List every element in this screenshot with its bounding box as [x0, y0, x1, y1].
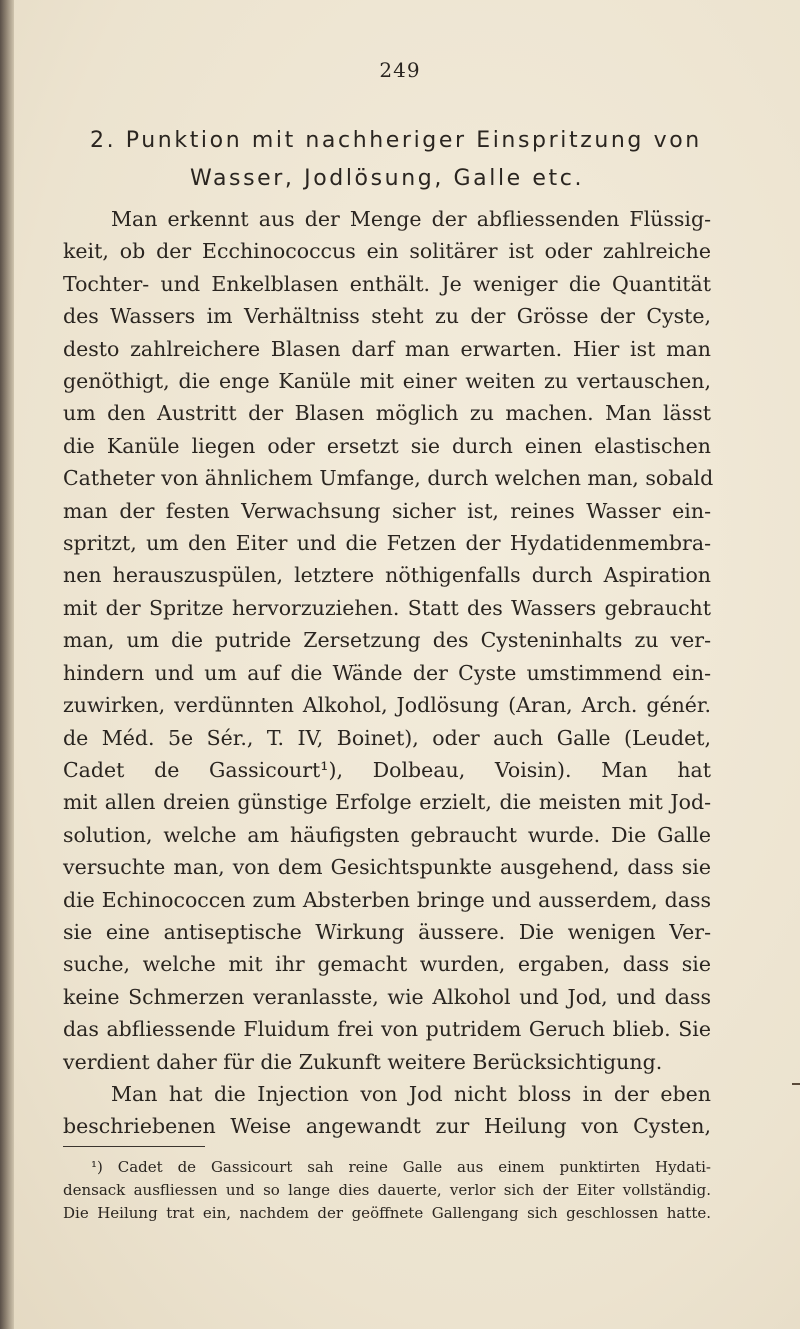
body-line: spritzt, um den Eiter und die Fetzen der Hydatidenmembra-	[63, 531, 711, 556]
body-line: die Kanüle liegen oder ersetzt sie durch einen elastischen	[63, 433, 711, 458]
footnote-line: densack ausfliessen und so lange dies dauerte, verlor sich der Eiter vollständig.	[63, 1181, 711, 1199]
body-line: beschriebenen Weise angewandt zur Heilung von Cysten,	[63, 1114, 711, 1139]
section-heading-line-1: 2. Punktion mit nachheriger Einspritzung von	[90, 128, 702, 153]
body-line: um den Austritt der Blasen möglich zu machen. Man lässt	[63, 401, 711, 426]
body-line: suche, welche mit ihr gemacht wurden, ergaben, dass sie	[63, 952, 711, 977]
body-line: sie eine antiseptische Wirkung äussere. Die wenigen Ver-	[63, 919, 711, 944]
body-line: zuwirken, verdünnten Alkohol, Jodlösung (Aran, Arch. génér.	[63, 693, 711, 718]
body-line: keine Schmerzen veranlasste, wie Alkohol und Jod, und dass	[63, 984, 711, 1009]
body-line: nen herauszuspülen, letztere nöthigenfalls durch Aspiration	[63, 563, 711, 588]
body-line: genöthigt, die enge Kanüle mit einer weiten zu vertauschen,	[63, 369, 711, 394]
body-line: das abfliessende Fluidum frei von putridem Geruch blieb. Sie	[63, 1017, 711, 1042]
body-line: man der festen Verwachsung sicher ist, reines Wasser ein-	[63, 498, 711, 523]
body-line: Catheter von ähnlichem Umfange, durch welchen man, sobald	[63, 466, 714, 491]
body-line: desto zahlreichere Blasen darf man erwarten. Hier ist man	[63, 336, 711, 361]
footnote-line: Die Heilung trat ein, nachdem der geöffnete Gallengang sich geschlossen hatte.	[63, 1204, 711, 1222]
body-line: keit, ob der Ecchinococcus ein solitärer ist oder zahlreiche	[63, 239, 711, 264]
body-line: de Méd. 5e Sér., T. IV, Boinet), oder auch Galle (Leudet,	[63, 725, 711, 750]
body-line: Man hat die Injection von Jod nicht bloss in der eben	[111, 1081, 711, 1106]
footnote-divider	[63, 1146, 205, 1147]
body-line: Tochter- und Enkelblasen enthält. Je weniger die Quantität	[63, 271, 711, 296]
body-line: des Wassers im Verhältniss steht zu der Grösse der Cyste,	[63, 304, 711, 329]
footnote-line: ¹) Cadet de Gassicourt sah reine Galle aus einem punktirten Hydati-	[91, 1158, 711, 1176]
body-line: solution, welche am häufigsten gebraucht wurde. Die Galle	[63, 822, 711, 847]
body-paragraphs	[63, 203, 714, 1143]
body-line: Cadet de Gassicourt¹), Dolbeau, Voisin). Man hat	[63, 757, 711, 782]
page-number: 249	[379, 58, 421, 82]
body-line: versuchte man, von dem Gesichtspunkte ausgehend, dass sie	[63, 855, 711, 880]
margin-mark	[792, 1083, 800, 1085]
body-line: Man erkennt aus der Menge der abfliessenden Flüssig-	[111, 207, 711, 231]
body-line: man, um die putride Zersetzung des Cysteninhalts zu ver-	[63, 628, 711, 653]
body-line: mit allen dreien günstige Erfolge erzielt, die meisten mit Jod-	[63, 790, 711, 815]
body-line: die Echinococcen zum Absterben bringe und ausserdem, dass	[63, 887, 711, 912]
section-heading-line-2: Wasser, Jodlösung, Galle etc.	[190, 166, 585, 191]
body-line: hindern und um auf die Wände der Cyste umstimmend ein-	[63, 660, 711, 685]
book-spine-edge	[0, 0, 14, 1329]
footnotes	[63, 1156, 711, 1225]
body-line: verdient daher für die Zukunft weitere Berücksichtigung.	[63, 1049, 663, 1074]
body-line: mit der Spritze hervorzuziehen. Statt des Wassers gebraucht	[63, 595, 711, 620]
section-heading	[90, 122, 730, 198]
